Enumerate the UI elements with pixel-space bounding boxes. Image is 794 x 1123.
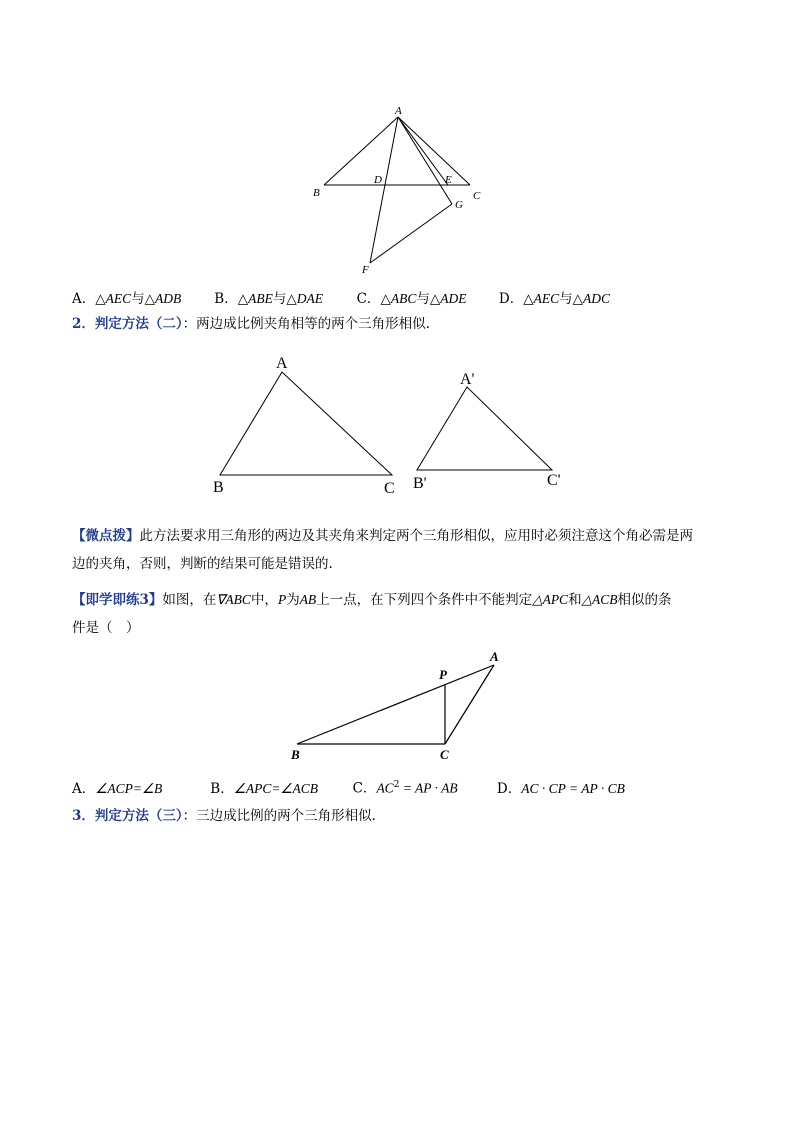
practice-3-paragraph <box>72 586 724 642</box>
segment-BA <box>297 665 494 744</box>
triangle-ABC <box>220 372 392 475</box>
label-A: A <box>276 355 288 372</box>
label-B: B <box>313 187 320 199</box>
label-C: C <box>473 190 481 202</box>
tip-paragraph <box>72 522 724 578</box>
method-3-text: 三边成比例的两个三角形相似. <box>196 808 376 824</box>
option-a[interactable]: A．△AEC与△ADB <box>72 291 182 307</box>
tip-line-2: 边的夹角，否则，判断的结果可能是错误的. <box>72 556 333 572</box>
practice-3-options <box>72 775 625 799</box>
label-B: B <box>291 747 300 762</box>
method-3-heading: 3．判定方法（三）：三边成比例的两个三角形相似. <box>72 808 376 824</box>
label-A: A <box>395 105 402 117</box>
label-G: G <box>455 199 463 211</box>
label-B-prime: B' <box>413 475 427 492</box>
option-c[interactable]: C．$AC^2$ = AP · AB <box>352 780 458 797</box>
figure-3-diagram <box>285 645 515 770</box>
option-c[interactable]: C．△ABC与△ADE <box>356 291 467 307</box>
option-b[interactable]: B．∠APC=∠ACB <box>210 780 319 797</box>
segment-AE <box>398 117 448 185</box>
tip-line-1: 【微点拨】此方法要求用三角形的两边及其夹角来判定两个三角形相似，应用时必须注意这个角必需是两 <box>72 528 693 544</box>
segment-FG <box>370 204 452 263</box>
practice-3-tag: 【即学即练3】 <box>72 592 163 608</box>
label-F: F <box>362 264 369 276</box>
previous-question-options <box>72 289 610 309</box>
label-P: P <box>439 667 447 682</box>
method-2-number: 2． <box>72 316 95 332</box>
figure-1-diagram <box>300 100 500 280</box>
label-C: C <box>384 480 395 497</box>
option-d[interactable]: D．△AEC与△ADC <box>498 291 610 307</box>
label-C: C <box>440 747 449 762</box>
practice-3-line-1: 【即学即练3】如图，在∇ABC中，P为AB上一点，在下列四个条件中不能判定△APC和△ACB相似的条 <box>72 592 672 608</box>
label-A: A <box>490 649 499 664</box>
label-E: E <box>445 174 452 186</box>
label-D: D <box>374 174 382 186</box>
practice-3-line-2: 件是（ ） <box>72 620 140 636</box>
option-b[interactable]: B．△ABE与△DAE <box>214 291 323 307</box>
method-2-heading: 2．判定方法（二）：两边成比例夹角相等的两个三角形相似. <box>72 316 430 332</box>
segment-CA <box>445 665 494 744</box>
label-C-prime: C' <box>547 472 561 489</box>
method-3-title: 判定方法（三） <box>94 808 183 824</box>
figure-2-diagram <box>200 350 580 500</box>
method-3-number: 3． <box>72 808 95 824</box>
option-a[interactable]: A．∠ACP=∠B <box>72 780 163 797</box>
label-B: B <box>213 479 224 496</box>
tip-tag: 【微点拨】 <box>72 528 140 544</box>
option-d[interactable]: D．AC · CP = AP · CB <box>496 780 625 797</box>
method-2-text: 两边成比例夹角相等的两个三角形相似. <box>196 316 430 332</box>
method-2-title: 判定方法（二） <box>94 316 183 332</box>
triangle-A-prime-B-prime-C-prime <box>417 387 552 470</box>
label-A-prime: A' <box>460 371 475 388</box>
